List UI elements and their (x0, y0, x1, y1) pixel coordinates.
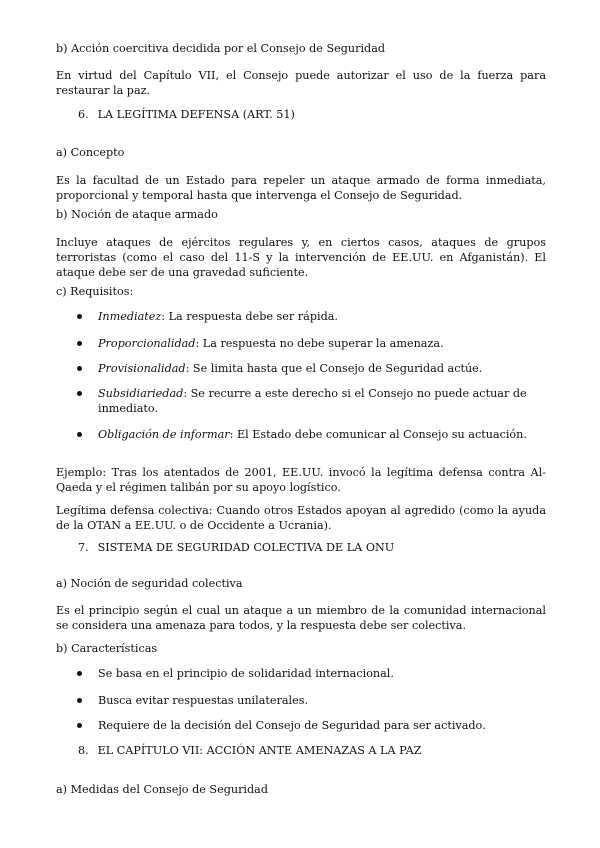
bullet-icon (77, 391, 82, 396)
bullet-icon (77, 698, 82, 703)
bullet-icon (77, 366, 82, 371)
section-title: EL CAPÍTULO VII: ACCIÓN ANTE AMENAZAS A LA PAZ (97, 744, 422, 757)
subheading-nocion-seguridad: a) Noción de seguridad colectiva (56, 577, 243, 590)
list-item-requisito (77, 386, 546, 416)
list-item-caracteristica (77, 718, 546, 733)
requisito-term: Provisionalidad (98, 362, 186, 375)
caracteristica-text: Se basa en el principio de solidaridad internacional. (98, 667, 394, 680)
paragraph-ejemplo: Ejemplo: Tras los atentados de 2001, EE.UU. invocó la legítima defensa contra Al-Qaeda y el régimen talibán por su apoyo logístico. (56, 466, 546, 494)
section-number: 8. (78, 744, 89, 757)
paragraph-defensa-colectiva: Legítima defensa colectiva: Cuando otros Estados apoyan al agredido (como la ayuda de la OTAN a EE.UU. o de Occidente a Ucrania). (56, 504, 546, 532)
bullet-icon (77, 341, 82, 346)
section-title: LA LEGÍTIMA DEFENSA (ART. 51) (97, 108, 295, 121)
subheading-medidas-consejo: a) Medidas del Consejo de Seguridad (56, 783, 268, 796)
subheading-ataque-armado: b) Noción de ataque armado (56, 208, 218, 221)
requisito-term: Inmediatez (98, 310, 162, 323)
requisito-text: : La respuesta debe ser rápida. (161, 310, 338, 323)
paragraph-ataque-armado: Incluye ataques de ejércitos regulares y, en ciertos casos, ataques de grupos terroristas (como el caso del 11-S y la intervención de EE.UU. en Afganistán). El ataque debe ser de una gravedad suficiente. (56, 236, 546, 279)
caracteristica-text: Busca evitar respuestas unilaterales. (98, 694, 309, 707)
list-item-requisito (77, 361, 546, 376)
subheading-requisitos: c) Requisitos: (56, 285, 134, 298)
bullet-icon (77, 432, 82, 437)
bullet-icon (77, 723, 82, 728)
subheading-caracteristicas: b) Características (56, 642, 158, 655)
paragraph-seguridad-colectiva: Es el principio según el cual un ataque a un miembro de la comunidad internacional se considera una amenaza para todos, y la respuesta debe ser colectiva. (56, 604, 546, 632)
section-heading-6 (78, 107, 546, 122)
requisito-term: Subsidiariedad (98, 387, 184, 400)
requisito-text: : Se limita hasta que el Consejo de Seguridad actúe. (185, 362, 483, 375)
requisito-text: : Se recurre a este derecho si el Consejo no puede actuar de inmediato. (98, 387, 527, 415)
list-item-caracteristica (77, 666, 546, 681)
requisito-term: Proporcionalidad (98, 337, 196, 350)
paragraph-concepto: Es la facultad de un Estado para repeler un ataque armado de forma inmediata, proporcional y temporal hasta que intervenga el Consejo de Seguridad. (56, 174, 546, 202)
list-item-caracteristica (77, 693, 546, 708)
section-number: 6. (78, 108, 89, 121)
list-item-requisito (77, 309, 546, 324)
list-item-requisito (77, 336, 546, 351)
bullet-icon (77, 314, 82, 319)
subheading-concepto: a) Concepto (56, 146, 125, 159)
section-heading-8 (78, 743, 546, 758)
requisito-text: : El Estado debe comunicar al Consejo su actuación. (229, 428, 527, 441)
requisito-text: : La respuesta no debe superar la amenaza. (195, 337, 444, 350)
section-number: 7. (78, 541, 89, 554)
caracteristica-text: Requiere de la decisión del Consejo de Seguridad para ser activado. (98, 719, 486, 732)
section-heading-7 (78, 540, 546, 555)
section-title: SISTEMA DE SEGURIDAD COLECTIVA DE LA ONU (97, 541, 395, 554)
requisito-term: Obligación de informar (98, 428, 230, 441)
subheading-accion-coercitiva: b) Acción coercitiva decidida por el Consejo de Seguridad (56, 42, 386, 55)
list-item-requisito (77, 427, 546, 442)
bullet-icon (77, 671, 82, 676)
paragraph-capitulo-vii: En virtud del Capítulo VII, el Consejo puede autorizar el uso de la fuerza para restaurar la paz. (56, 69, 546, 97)
